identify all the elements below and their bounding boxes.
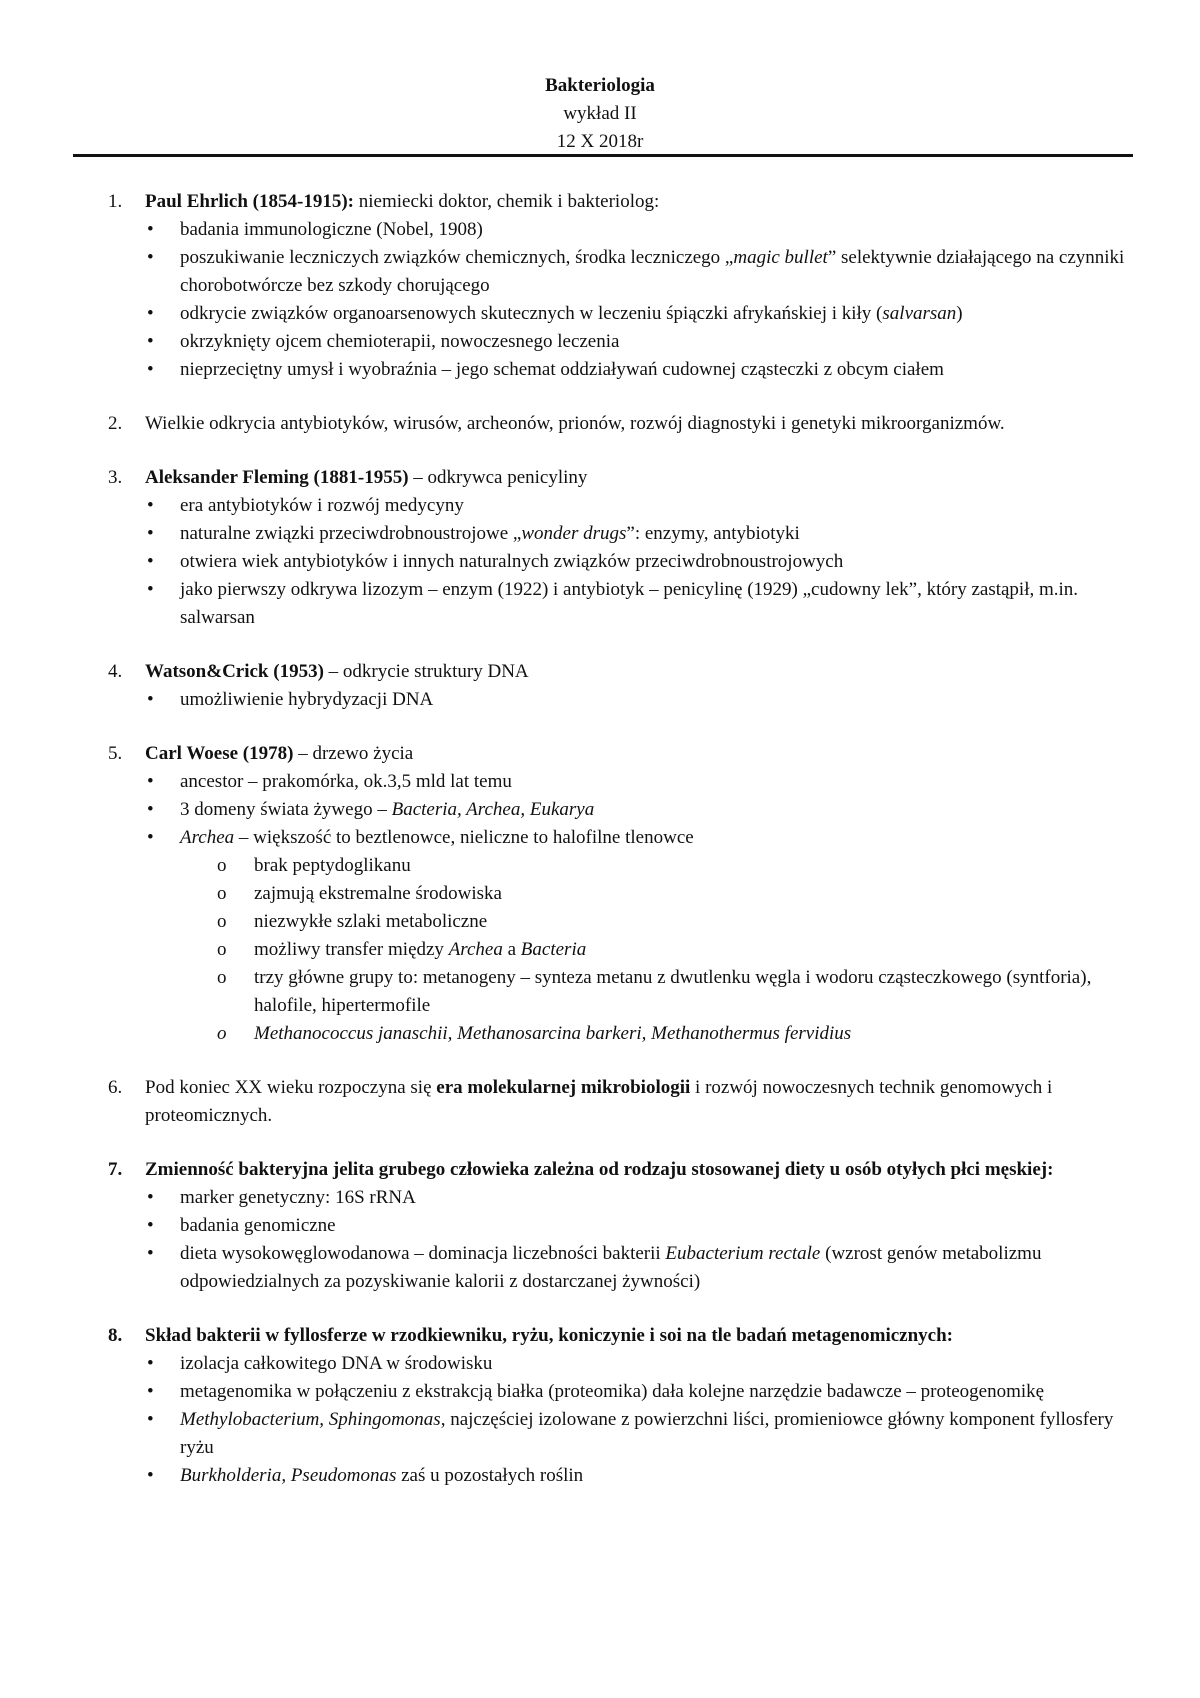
circle-bullet-icon: o	[217, 967, 227, 988]
bullet-icon: •	[147, 1353, 154, 1374]
sub-bullet-item: o brak peptydoglikanu	[145, 852, 1138, 880]
item-heading: Paul Ehrlich (1854-1915): niemiecki doktor, chemik i bakteriolog:	[145, 191, 660, 212]
bullet-icon: •	[147, 1465, 154, 1486]
list-item-1	[0, 188, 1200, 384]
header-divider	[73, 154, 1133, 157]
lecture-label: wykład II	[563, 103, 637, 124]
bullet-icon: •	[147, 359, 154, 380]
sub-bullet-item: o Methanococcus janaschii, Methanosarcina barkeri, Methanothermus fervidius	[145, 1020, 1138, 1048]
list-item-3	[0, 464, 1200, 632]
sub-bullet-item: o trzy główne grupy to: metanogeny – synteza metanu z dwutlenku węgla i wodoru cząsteczkowego (syntforia), halofile, hipertermofile	[145, 964, 1138, 1020]
bullet-item: • marker genetyczny: 16S rRNA	[145, 1184, 1138, 1212]
bullet-item: • Burkholderia, Pseudomonas zaś u pozostałych roślin	[145, 1462, 1138, 1490]
item-text: Pod koniec XX wieku rozpoczyna się era molekularnej mikrobiologii i rozwój nowoczesnych technik genomowych i proteomicznych.	[145, 1077, 1053, 1126]
list-item-5	[0, 740, 1200, 1048]
bullet-icon: •	[147, 219, 154, 240]
bullet-icon: •	[147, 303, 154, 324]
item-number: 6.	[108, 1077, 123, 1098]
list-item-7	[0, 1156, 1200, 1296]
bullet-item: • jako pierwszy odkrywa lizozym – enzym (1922) i antybiotyk – penicylinę (1929) „cudowny lek”, który zastąpił, m.in. salwarsan	[145, 576, 1138, 632]
bullet-icon: •	[147, 1243, 154, 1264]
item-heading: Zmienność bakteryjna jelita grubego człowieka zależna od rodzaju stosowanej diety u osób otyłych płci męskiej:	[145, 1159, 1054, 1180]
list-item-4	[0, 658, 1200, 714]
item-heading: Aleksander Fleming (1881-1955) – odkrywca penicyliny	[145, 467, 588, 488]
circle-bullet-icon: o	[217, 1023, 227, 1044]
bullet-icon: •	[147, 1409, 154, 1430]
bullet-item: • odkrycie związków organoarsenowych skutecznych w leczeniu śpiączki afrykańskiej i kiły (salvarsan)	[145, 300, 1138, 328]
bullet-icon: •	[147, 331, 154, 352]
sub-bullet-item: o niezwykłe szlaki metaboliczne	[145, 908, 1138, 936]
list-item-8	[0, 1322, 1200, 1490]
item-text: Wielkie odkrycia antybiotyków, wirusów, archeonów, prionów, rozwój diagnostyki i genetyki mikroorganizmów.	[145, 413, 1005, 434]
lecture-notes	[0, 188, 1200, 1516]
list-item-2	[0, 410, 1200, 438]
bullet-item: • Methylobacterium, Sphingomonas, najczęściej izolowane z powierzchni liści, promieniowce główny komponent fyllosfery ryżu	[145, 1406, 1138, 1462]
bullet-item: • poszukiwanie leczniczych związków chemicznych, środka leczniczego „magic bullet” selektywnie działającego na czynniki chorobotwórcze bez szkody chorującego	[145, 244, 1138, 300]
bullet-item: • izolacja całkowitego DNA w środowisku	[145, 1350, 1138, 1378]
bullet-icon: •	[147, 495, 154, 516]
item-number: 8.	[108, 1325, 123, 1346]
bullet-item: • otwiera wiek antybiotyków i innych naturalnych związków przeciwdrobnoustrojowych	[145, 548, 1138, 576]
circle-bullet-icon: o	[217, 855, 227, 876]
sub-bullet-item: o możliwy transfer między Archea a Bacteria	[145, 936, 1138, 964]
lecture-date: 12 X 2018r	[556, 131, 644, 152]
document-title: Bakteriologia	[545, 75, 655, 96]
bullet-item: • umożliwienie hybrydyzacji DNA	[145, 686, 1138, 714]
item-heading: Watson&Crick (1953) – odkrycie struktury DNA	[145, 661, 529, 682]
bullet-icon: •	[147, 827, 154, 848]
bullet-icon: •	[147, 1215, 154, 1236]
item-number: 1.	[108, 191, 123, 212]
bullet-item: • naturalne związki przeciwdrobnoustrojowe „wonder drugs”: enzymy, antybiotyki	[145, 520, 1138, 548]
bullet-item: • 3 domeny świata żywego – Bacteria, Archea, Eukarya	[145, 796, 1138, 824]
bullet-icon: •	[147, 247, 154, 268]
bullet-item: • metagenomika w połączeniu z ekstrakcją białka (proteomika) dała kolejne narzędzie badawcze – proteogenomikę	[145, 1378, 1138, 1406]
item-number: 3.	[108, 467, 123, 488]
bullet-icon: •	[147, 1187, 154, 1208]
item-number: 5.	[108, 743, 123, 764]
item-heading: Skład bakterii w fyllosferze w rzodkiewniku, ryżu, koniczynie i soi na tle badań metagenomicznych:	[145, 1325, 954, 1346]
circle-bullet-icon: o	[217, 939, 227, 960]
bullet-icon: •	[147, 689, 154, 710]
bullet-item: • okrzyknięty ojcem chemioterapii, nowoczesnego leczenia	[145, 328, 1138, 356]
bullet-icon: •	[147, 579, 154, 600]
bullet-item: • ancestor – prakomórka, ok.3,5 mld lat temu	[145, 768, 1138, 796]
bullet-icon: •	[147, 1381, 154, 1402]
bullet-icon: •	[147, 799, 154, 820]
item-number: 7.	[108, 1159, 123, 1180]
bullet-icon: •	[147, 551, 154, 572]
bullet-icon: •	[147, 771, 154, 792]
item-number: 4.	[108, 661, 123, 682]
bullet-icon: •	[147, 523, 154, 544]
bullet-item: • badania genomiczne	[145, 1212, 1138, 1240]
circle-bullet-icon: o	[217, 911, 227, 932]
bullet-item: • badania immunologiczne (Nobel, 1908)	[145, 216, 1138, 244]
bullet-item: • dieta wysokowęglowodanowa – dominacja liczebności bakterii Eubacterium rectale (wzrost genów metabolizmu odpowiedzialnych za pozyskiwanie kalorii z dostarczanej żywności)	[145, 1240, 1138, 1296]
sub-bullet-item: o zajmują ekstremalne środowiska	[145, 880, 1138, 908]
bullet-item: • nieprzeciętny umysł i wyobraźnia – jego schemat oddziaływań cudownej cząsteczki z obcym ciałem	[145, 356, 1138, 384]
item-heading: Carl Woese (1978) – drzewo życia	[145, 743, 414, 764]
circle-bullet-icon: o	[217, 883, 227, 904]
item-number: 2.	[108, 413, 123, 434]
bullet-item: • Archea – większość to beztlenowce, nieliczne to halofilne tlenowce	[145, 824, 1138, 852]
list-item-6	[0, 1074, 1200, 1130]
bullet-item: • era antybiotyków i rozwój medycyny	[145, 492, 1138, 520]
document-header	[0, 72, 1200, 156]
